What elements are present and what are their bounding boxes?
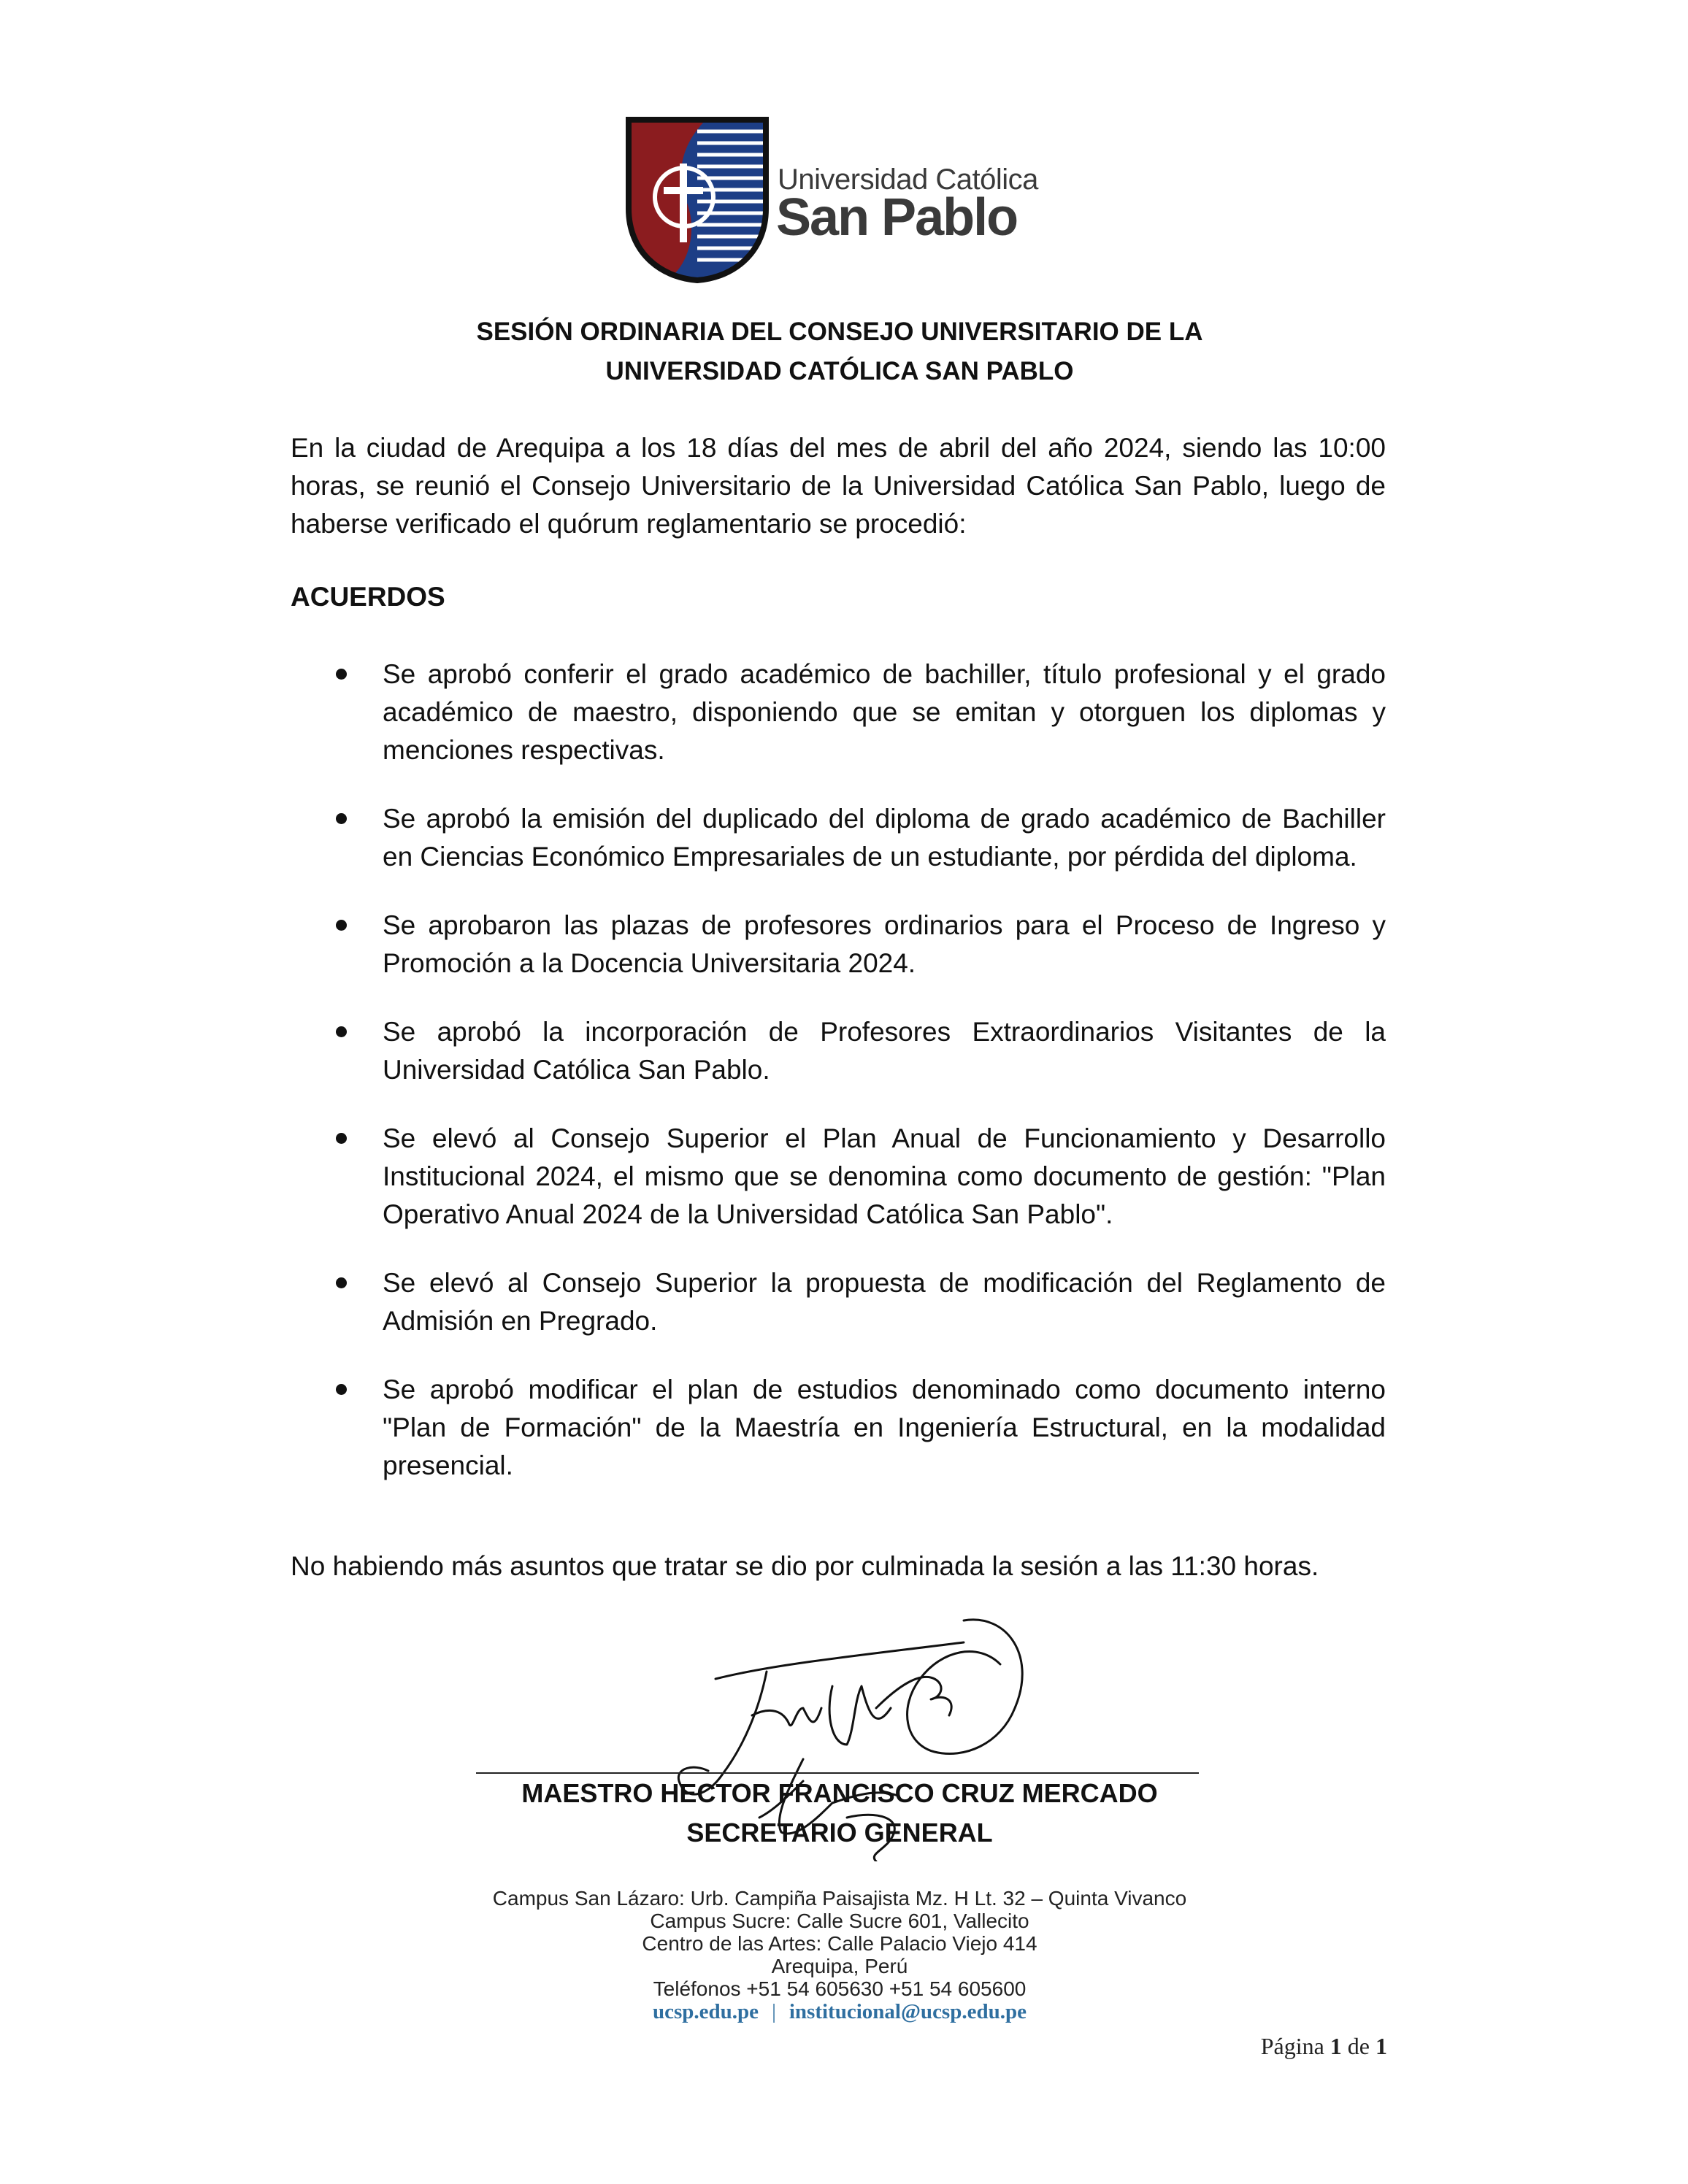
list-item [291,655,1386,769]
bullet-icon [336,920,347,931]
intro-paragraph: En la ciudad de Arequipa a los 18 días del mes de abril del año 2024, siendo las 10:00 horas, se reunió el Consejo Universitario de la Universidad Católica San Pablo, luego de haberse verificado el quórum reglamentario se procedió: [291,433,1386,539]
footer-links [329,2000,1351,2024]
bullet-icon [336,813,347,824]
bullet-icon [336,669,347,680]
footer-line: Campus Sucre: Calle Sucre 601, Vallecito [650,1910,1029,1932]
list-item [291,1120,1386,1234]
shield-crest-icon [624,115,770,283]
logo-text-san-pablo: San Pablo [776,188,1018,247]
document-title [292,312,1387,391]
footer-line: Arequipa, Perú [771,1955,908,1977]
title-line-2: UNIVERSIDAD CATÓLICA SAN PABLO [605,357,1074,385]
list-item [291,1264,1386,1340]
list-item [291,800,1386,876]
page-total: 1 [1376,2033,1387,2059]
signer-name: MAESTRO HECTOR FRANCISCO CRUZ MERCADO [521,1778,1158,1808]
email-link[interactable]: institucional@ucsp.edu.pe [789,2000,1027,2023]
website-link[interactable]: ucsp.edu.pe [653,2000,759,2023]
signer-role: SECRETARIO GENERAL [686,1818,993,1847]
list-item-text: Se elevó al Consejo Superior el Plan Anual de Funcionamiento y Desarrollo Institucional 2024, el mismo que se denomina como documento de gestión: "Plan Operativo Anual 2024 de la Universidad Católica San Pablo". [383,1123,1386,1229]
list-item-text: Se aprobó modificar el plan de estudios denominado como documento interno "Plan de Formación" de la Maestría en Ingeniería Estructural, en la modalidad presencial. [383,1374,1386,1480]
footer-line: Centro de las Artes: Calle Palacio Viejo 414 [642,1932,1037,1955]
list-item-text: Se aprobó la emisión del duplicado del diploma de grado académico de Bachiller en Ciencias Económico Empresariales de un estudiante, por pérdida del diploma. [383,804,1386,872]
acuerdos-list [291,655,1386,1485]
signer-block [365,1774,1314,1853]
footer-line: Teléfonos +51 54 605630 +51 54 605600 [653,1977,1027,2000]
bullet-icon [336,1133,347,1144]
list-item [291,1013,1386,1089]
list-item-text: Se aprobó conferir el grado académico de bachiller, título profesional y el grado académico de maestro, disponiendo que se emitan y otorguen los diplomas y menciones respectivas. [383,659,1386,765]
logo-text-university: Universidad Católica [778,164,1038,196]
page-number [1261,2033,1387,2060]
bullet-icon [336,1384,347,1395]
acuerdos-heading: ACUERDOS [291,582,445,612]
bullet-icon [336,1026,347,1037]
closing-paragraph: No habiendo más asuntos que tratar se dio por culminada la sesión a las 11:30 horas. [291,1551,1319,1581]
footer-line: Campus San Lázaro: Urb. Campiña Paisajista Mz. H Lt. 32 – Quinta Vivanco [492,1887,1187,1910]
title-line-1: SESIÓN ORDINARIA DEL CONSEJO UNIVERSITARIO DE LA [476,318,1203,346]
list-item-text: Se aprobó la incorporación de Profesores Extraordinarios Visitantes de la Universidad Católica San Pablo. [383,1017,1386,1085]
page-current: 1 [1330,2033,1342,2059]
university-logo [624,115,1038,291]
list-item [291,907,1386,983]
bullet-icon [336,1277,347,1288]
link-separator: | [772,2000,776,2023]
list-item-text: Se elevó al Consejo Superior la propuesta de modificación del Reglamento de Admisión en Pregrado. [383,1268,1386,1336]
list-item-text: Se aprobaron las plazas de profesores ordinarios para el Proceso de Ingreso y Promoción a la Docencia Universitaria 2024. [383,910,1386,978]
list-item [291,1371,1386,1485]
page-of-label: de [1347,2033,1370,2059]
footer-address [329,1887,1351,2000]
page-label: Página [1260,2033,1324,2059]
